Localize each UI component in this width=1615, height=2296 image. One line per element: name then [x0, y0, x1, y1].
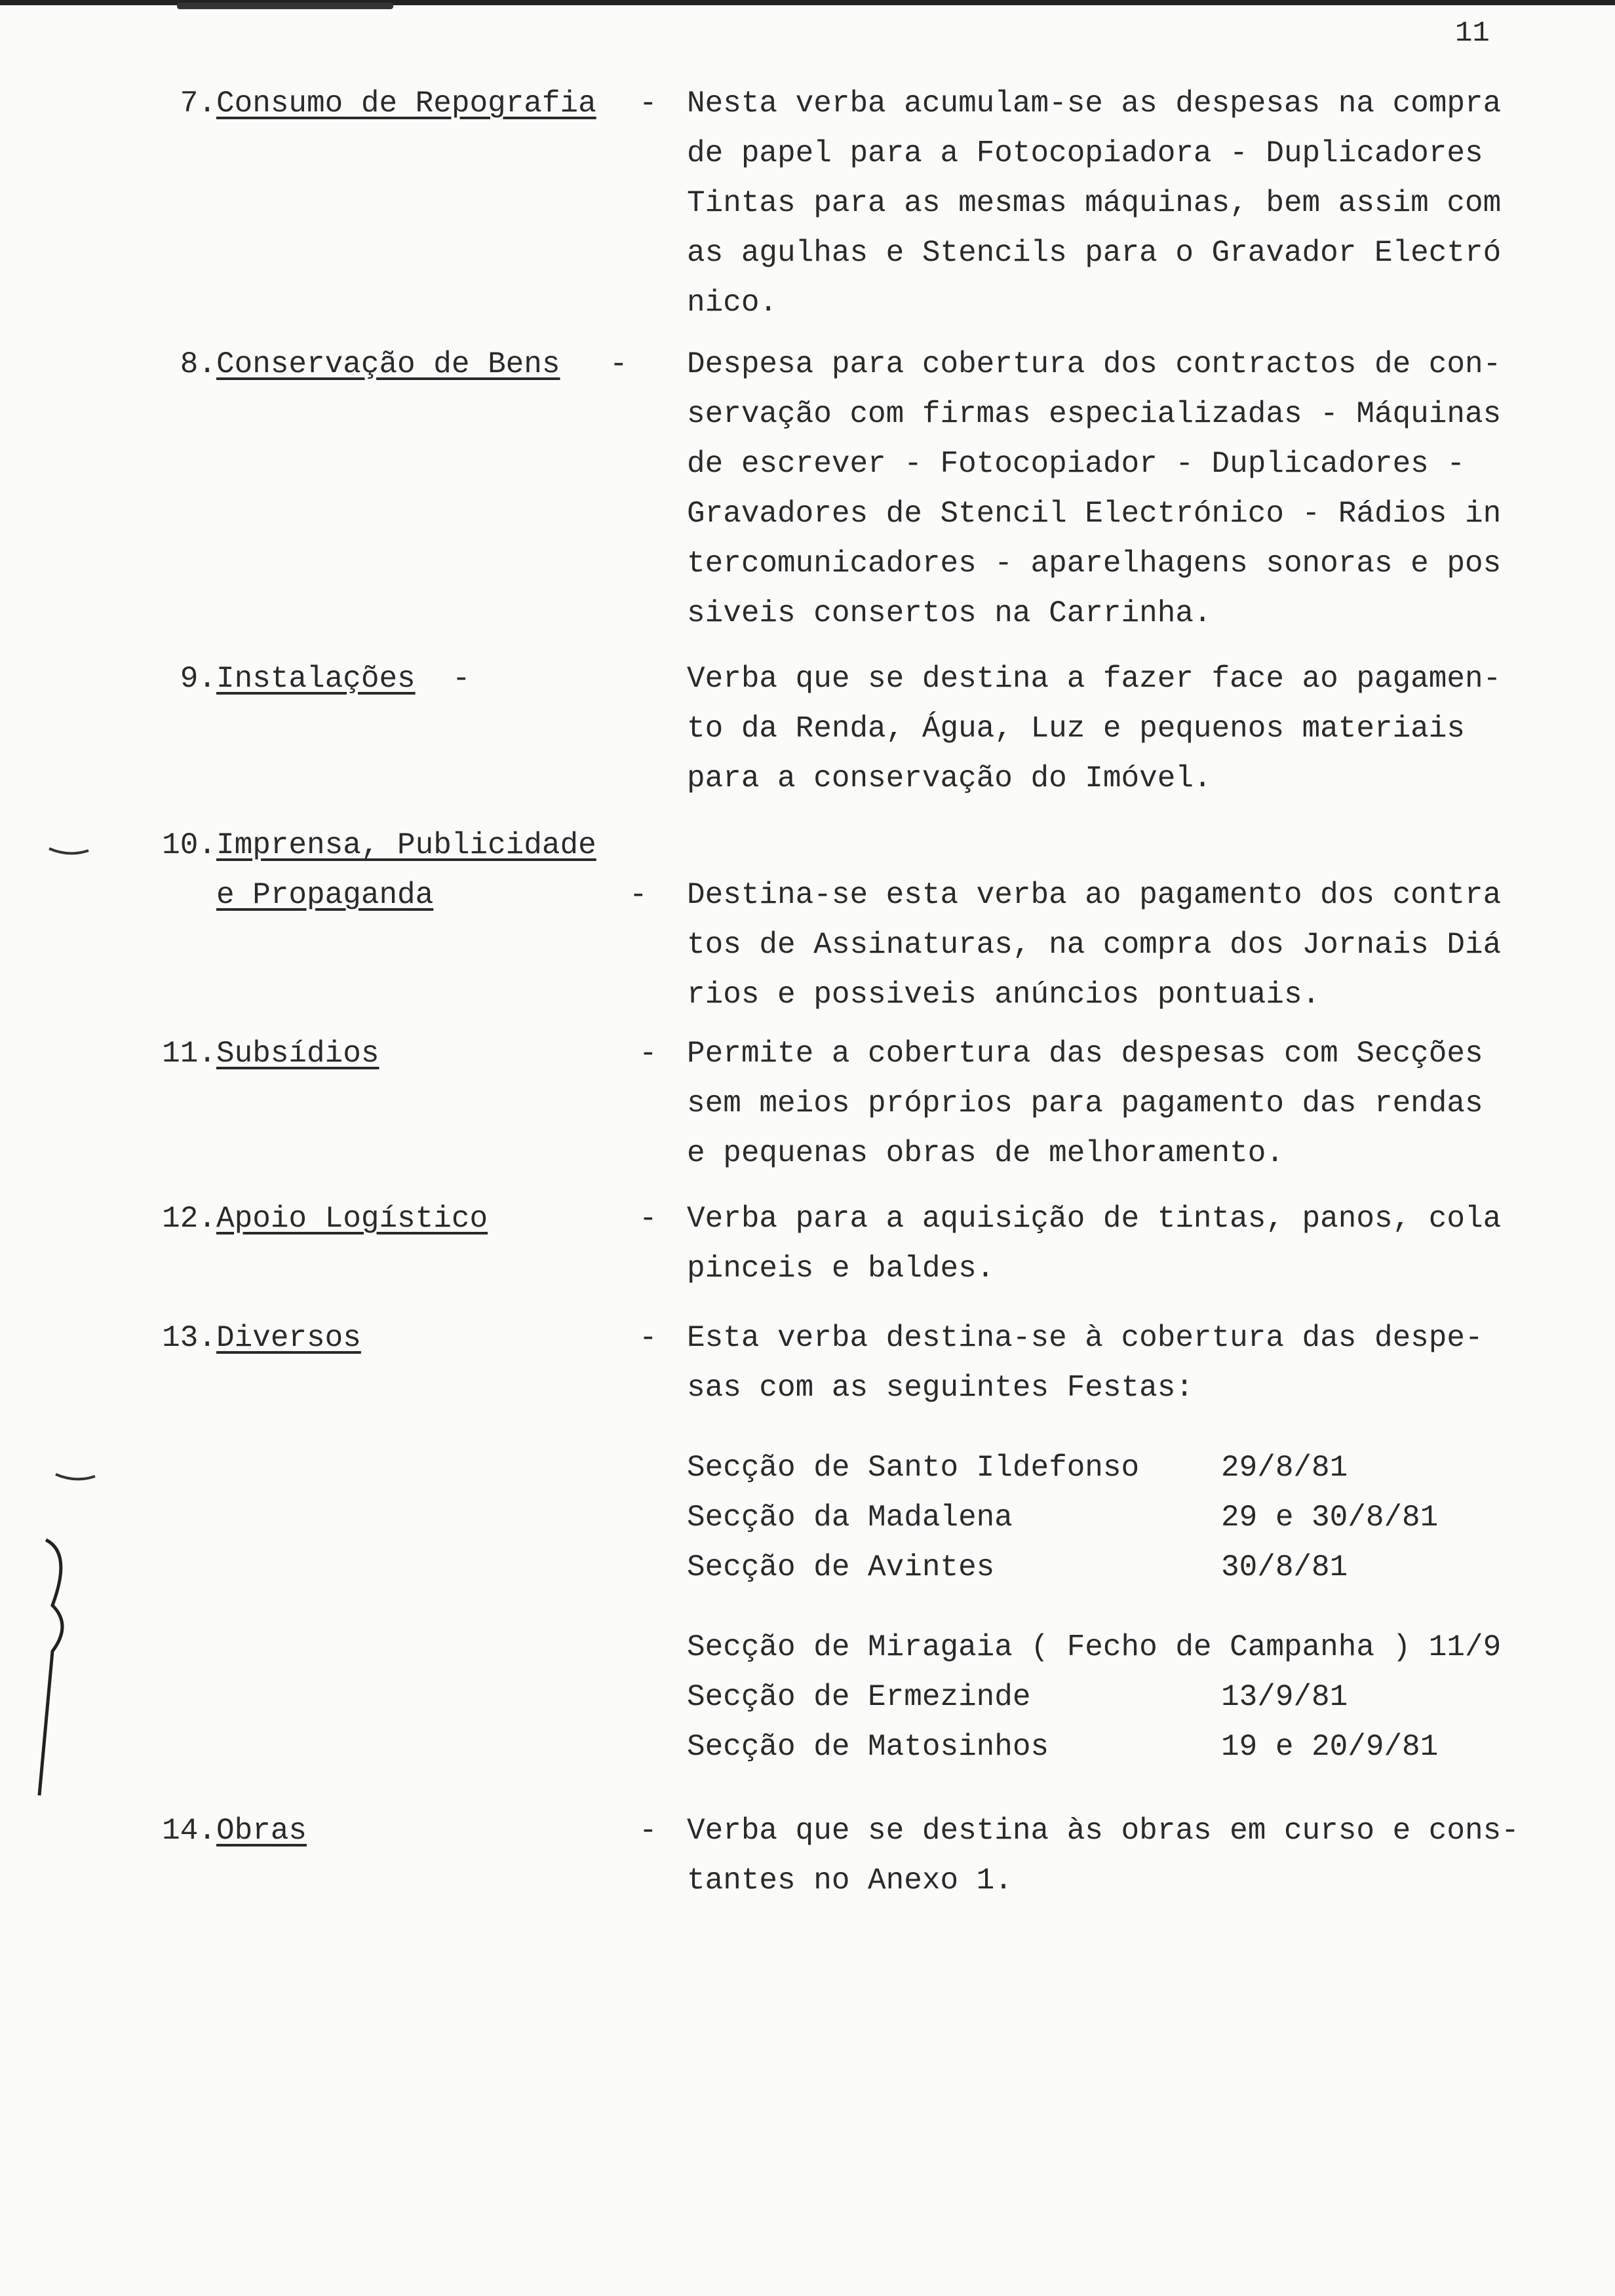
desc-line: Permite a cobertura das despesas com Secções: [687, 1037, 1483, 1071]
festa-data: 13/9/81: [1221, 1680, 1348, 1714]
item-number: 9.: [180, 662, 216, 696]
item-title: Apoio Logístico: [216, 1202, 488, 1236]
festa-seccao: Secção de Avintes: [687, 1550, 995, 1584]
handwritten-mark-icon: [26, 1527, 79, 1802]
item-dash: -: [639, 1202, 657, 1236]
festa-seccao: Secção de Santo Ildefonso: [687, 1451, 1140, 1485]
item-title: Consumo de Repografia: [216, 86, 596, 121]
item-dash: -: [629, 878, 648, 912]
festa-data: 19 e 20/9/81: [1221, 1730, 1439, 1764]
item-dash: -: [452, 662, 471, 696]
margin-stroke-icon: [46, 845, 92, 858]
page-number: 11: [1455, 17, 1490, 50]
item-title: Diversos: [216, 1321, 361, 1355]
item-title: Subsídios: [216, 1037, 379, 1071]
desc-line: servação com firmas especializadas - Máquinas: [687, 397, 1502, 431]
item-number: 14.: [162, 1814, 216, 1848]
item-title: Instalações: [216, 662, 416, 696]
item-dash: -: [639, 1814, 657, 1848]
item-description: [687, 1194, 1585, 1293]
desc-line: Verba para a aquisição de tintas, panos, cola: [687, 1202, 1502, 1236]
desc-line: siveis consertos na Carrinha.: [687, 596, 1212, 630]
item-description: [687, 1806, 1585, 1905]
desc-line: Destina-se esta verba ao pagamento dos contra: [687, 878, 1502, 912]
desc-line: pinceis e baldes.: [687, 1252, 995, 1286]
item-number: 12.: [162, 1202, 216, 1236]
item-title: Conservação de Bens: [216, 347, 560, 381]
festa-seccao: Secção da Madalena: [687, 1501, 1013, 1535]
margin-stroke-icon: [52, 1471, 98, 1484]
scan-mark: [177, 3, 393, 9]
item-description: [687, 870, 1585, 1020]
festa-data: 29 e 30/8/81: [1221, 1501, 1439, 1535]
item-title: Imprensa, Publicidade: [216, 828, 596, 862]
festa-seccao: Secção de Matosinhos: [687, 1730, 1049, 1764]
desc-line: e pequenas obras de melhoramento.: [687, 1136, 1284, 1170]
desc-line: Verba que se destina às obras em curso e cons-: [687, 1814, 1519, 1848]
desc-line: tercomunicadores - aparelhagens sonoras e pos: [687, 546, 1502, 581]
item-number: 10.: [162, 828, 216, 862]
desc-line: rios e possiveis anúncios pontuais.: [687, 978, 1321, 1012]
item-description: [687, 654, 1585, 803]
item-title-line2: e Propaganda: [216, 878, 434, 912]
item-dash: -: [639, 86, 657, 121]
desc-line: Verba que se destina a fazer face ao pagamen-: [687, 662, 1502, 696]
item-number: 8.: [180, 347, 216, 381]
desc-line: Esta verba destina-se à cobertura das despe-: [687, 1321, 1483, 1355]
desc-line: Despesa para cobertura dos contractos de con-: [687, 347, 1502, 381]
item-number: 13.: [162, 1321, 216, 1355]
item-dash: -: [639, 1321, 657, 1355]
desc-line: to da Renda, Água, Luz e pequenos materiais: [687, 712, 1465, 746]
item-description: [687, 79, 1585, 328]
desc-line: Tintas para as mesmas máquinas, bem assim com: [687, 186, 1502, 220]
item-dash: -: [610, 347, 628, 381]
item-description: [687, 339, 1585, 638]
festa-seccao: Secção de Ermezinde: [687, 1680, 1031, 1714]
item-description: [687, 1313, 1585, 1413]
desc-line: nico.: [687, 286, 778, 320]
desc-line: sem meios próprios para pagamento das rendas: [687, 1086, 1483, 1120]
desc-line: Nesta verba acumulam-se as despesas na compra: [687, 86, 1502, 121]
item-dash: -: [639, 1037, 657, 1071]
desc-line: tantes no Anexo 1.: [687, 1864, 1013, 1898]
desc-line: de escrever - Fotocopiador - Duplicadores -: [687, 447, 1465, 481]
desc-line: tos de Assinaturas, na compra dos Jornais Diá: [687, 928, 1502, 962]
desc-line: Gravadores de Stencil Electrónico - Rádios in: [687, 497, 1502, 531]
item-number: 11.: [162, 1037, 216, 1071]
desc-line: as agulhas e Stencils para o Gravador Electró: [687, 236, 1502, 270]
item-description: [687, 1029, 1585, 1178]
desc-line: para a conservação do Imóvel.: [687, 761, 1212, 795]
festa-seccao: Secção de Miragaia ( Fecho de Campanha ) 11/9: [687, 1630, 1502, 1664]
desc-line: de papel para a Fotocopiadora - Duplicadores: [687, 136, 1483, 170]
item-title: Obras: [216, 1814, 307, 1848]
desc-line: sas com as seguintes Festas:: [687, 1371, 1194, 1405]
festa-data: 30/8/81: [1221, 1550, 1348, 1584]
festa-data: 29/8/81: [1221, 1451, 1348, 1485]
item-number: 7.: [180, 86, 216, 121]
